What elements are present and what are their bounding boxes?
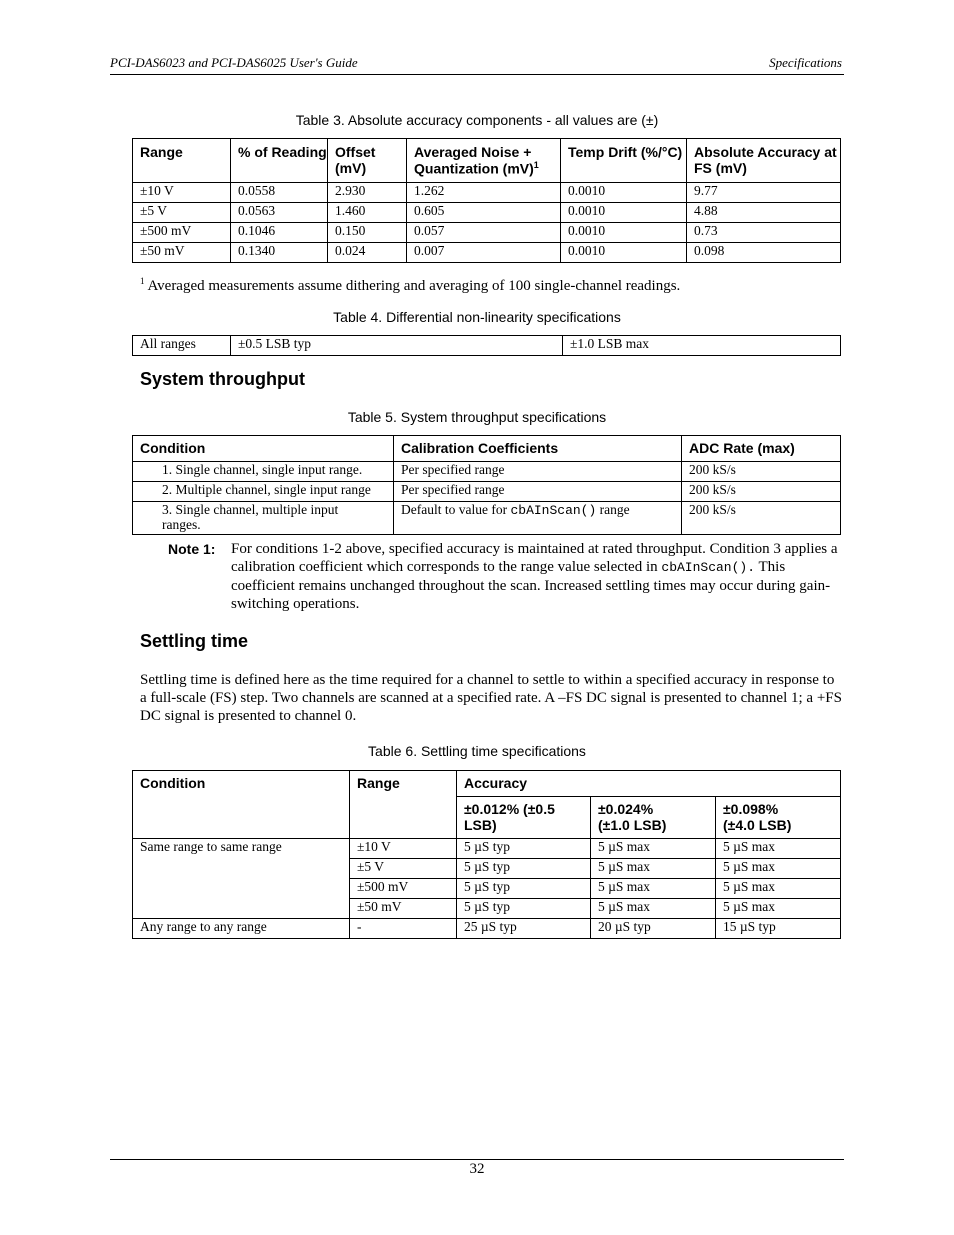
table5-caption: Table 5. System throughput specifications	[347, 409, 607, 425]
table-cell: -	[350, 919, 457, 939]
cell-text: range	[596, 502, 630, 517]
column-header: ADC Rate (max)	[682, 436, 841, 462]
table-cell: 0.0010	[561, 223, 687, 243]
table-cell: 0.098	[687, 243, 841, 263]
header-section: Specifications	[769, 55, 842, 70]
table-cell: 200 kS/s	[682, 502, 841, 535]
table6-caption: Table 6. Settling time specifications	[368, 743, 586, 759]
header-doc-title: PCI-DAS6023 and PCI-DAS6025 User's Guide	[110, 55, 358, 70]
function-name: cbAInScan()	[510, 503, 597, 518]
column-header: ±0.098% (±4.0 LSB)	[716, 797, 841, 839]
column-header: Range	[133, 139, 231, 183]
table-header-row	[133, 436, 841, 462]
table-cell: 25 µS typ	[457, 919, 591, 939]
table-cell: 1.262	[407, 183, 561, 203]
dnl-table	[132, 335, 841, 356]
table-cell: ±0.5 LSB typ	[231, 336, 563, 356]
table-cell: 5 µS typ	[457, 859, 591, 879]
footnote-mark: 1	[533, 160, 539, 170]
table-cell: 5 µS max	[716, 859, 841, 879]
column-header: Accuracy	[457, 771, 841, 797]
table-cell: All ranges	[133, 336, 231, 356]
table-cell: 5 µS max	[591, 879, 716, 899]
table-row	[133, 336, 841, 356]
function-name: cbAInScan().	[661, 560, 756, 575]
table3-caption: Table 3. Absolute accuracy components - all values are (±)	[295, 112, 659, 128]
column-header: Absolute Accuracy at FS (mV)	[687, 139, 841, 183]
cell-text: Default to value for	[401, 502, 511, 517]
table-cell: 200 kS/s	[682, 462, 841, 482]
column-header-text: Averaged Noise + Quantization (mV)	[414, 144, 534, 177]
table-cell	[394, 502, 682, 535]
footer-rule	[110, 1159, 844, 1160]
table-cell: 5 µS typ	[457, 839, 591, 859]
table-cell: 1.460	[328, 203, 407, 223]
table-header-row	[133, 771, 841, 797]
column-header: Offset (mV)	[328, 139, 407, 183]
table-header-row	[133, 139, 841, 183]
table-cell: 0.150	[328, 223, 407, 243]
table-cell: 15 µS typ	[716, 919, 841, 939]
table-cell: ±50 mV	[350, 899, 457, 919]
table-cell: 5 µS max	[591, 859, 716, 879]
table-cell: 1. Single channel, single input range.	[133, 462, 394, 482]
table-cell: ±5 V	[350, 859, 457, 879]
table-cell: 3. Single channel, multiple input ranges.	[133, 502, 394, 535]
throughput-table	[132, 435, 841, 535]
note-text-part: For conditions 1-2 above, specified accuracy is maintained at rated throughput. Condition 3 applies a calibration coefficient which corresponds to the range value selected in	[231, 541, 838, 575]
table-cell: ±10 V	[350, 839, 457, 859]
note-label: Note 1:	[168, 541, 216, 557]
column-header: % of Reading	[231, 139, 328, 183]
column-header: ±0.024% (±1.0 LSB)	[591, 797, 716, 839]
settling-paragraph: Settling time is defined here as the time required for a channel to settle to within a specified accuracy in response to a full-scale (FS) step. Two channels are scanned at a specified rate. A –FS DC signal is presented to channel 1; a +FS DC signal is presented to channel 0.	[140, 672, 842, 724]
column-header: ±0.012% (±0.5 LSB)	[457, 797, 591, 839]
section-heading-settling: Settling time	[140, 631, 249, 651]
table-cell: ±1.0 LSB max	[563, 336, 841, 356]
table4-caption: Table 4. Differential non-linearity specifications	[333, 309, 621, 325]
footnote-mark: 1	[140, 276, 145, 286]
page-header	[110, 55, 844, 75]
table-cell: ±5 V	[133, 203, 231, 223]
table-cell: 2. Multiple channel, single input range	[133, 482, 394, 502]
table-cell: 5 µS typ	[457, 899, 591, 919]
table-row	[133, 502, 841, 535]
settling-time-table	[132, 770, 841, 939]
note-text-part: This coefficient remains unchanged throughout the scan. Increased settling times may occur during gain-switching operations.	[231, 559, 831, 612]
column-header: Range	[350, 771, 457, 839]
table-cell: ±500 mV	[350, 879, 457, 899]
table-cell: 9.77	[687, 183, 841, 203]
table-cell: Per specified range	[394, 482, 682, 502]
table-cell: 4.88	[687, 203, 841, 223]
table-row	[133, 919, 841, 939]
table-row	[133, 462, 841, 482]
table-cell: ±50 mV	[133, 243, 231, 263]
table-cell: 0.0558	[231, 183, 328, 203]
note-text	[231, 540, 841, 613]
table-row	[133, 839, 841, 859]
column-header: Condition	[133, 771, 350, 839]
table-cell: 200 kS/s	[682, 482, 841, 502]
table-row	[133, 223, 841, 243]
table-cell: Per specified range	[394, 462, 682, 482]
table-cell: 0.1340	[231, 243, 328, 263]
footnote-text: Averaged measurements assume dithering and averaging of 100 single-channel readings.	[147, 278, 681, 294]
table-row	[133, 203, 841, 223]
table-cell: 0.0563	[231, 203, 328, 223]
table-cell: ±10 V	[133, 183, 231, 203]
table-cell: Any range to any range	[133, 919, 350, 939]
table3-footnote	[140, 272, 842, 295]
absolute-accuracy-table	[132, 138, 841, 263]
table-cell: 5 µS max	[591, 839, 716, 859]
table-cell: 20 µS typ	[591, 919, 716, 939]
table-cell: 0.0010	[561, 243, 687, 263]
column-header: Condition	[133, 436, 394, 462]
table-cell: 0.1046	[231, 223, 328, 243]
table-row	[133, 243, 841, 263]
table-row	[133, 482, 841, 502]
table-cell: 5 µS max	[591, 899, 716, 919]
table-cell: 0.057	[407, 223, 561, 243]
table-cell: 0.024	[328, 243, 407, 263]
column-header: Calibration Coefficients	[394, 436, 682, 462]
table-cell: 0.605	[407, 203, 561, 223]
table-cell: 2.930	[328, 183, 407, 203]
table-cell: 5 µS max	[716, 839, 841, 859]
table-cell: 0.0010	[561, 203, 687, 223]
table-cell: 5 µS max	[716, 879, 841, 899]
column-header: Temp Drift (%/°C)	[561, 139, 687, 183]
table-cell: Same range to same range	[133, 839, 350, 919]
page-number: 32	[469, 1161, 485, 1177]
table-cell: 0.007	[407, 243, 561, 263]
table-cell: 0.0010	[561, 183, 687, 203]
table-cell: 5 µS max	[716, 899, 841, 919]
table-row	[133, 183, 841, 203]
column-header	[407, 139, 561, 183]
table-cell: 5 µS typ	[457, 879, 591, 899]
table-cell: 0.73	[687, 223, 841, 243]
section-heading-throughput: System throughput	[140, 369, 305, 389]
table-cell: ±500 mV	[133, 223, 231, 243]
